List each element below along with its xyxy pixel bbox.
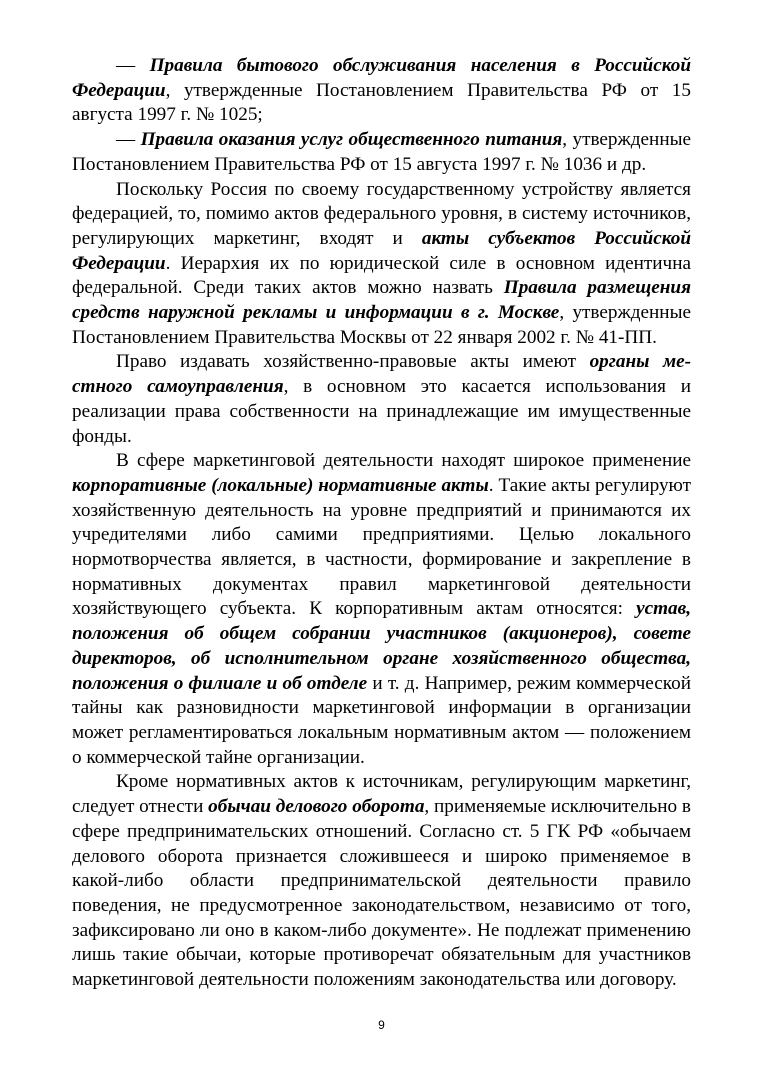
paragraph-text: и т. д. Например, режим коммерческой тайны как разновидности маркетинговой информации в организации может регламентироваться локальным нормативным актом — положением о коммерческой тайне организации. [72,672,691,768]
paragraph-text: Право издавать хозяйственно-правовые акты имеют [116,351,590,373]
paragraph-text: , утвержденные Постановлением Правительства Москвы от 22 января 2002 г. № 41-ПП. [72,302,691,348]
paragraph-local-government [72,350,691,449]
emphasized-term: органы местного самоуправления [72,351,691,398]
paragraph-corporate-acts [72,449,691,770]
emphasized-term: устав, положения об общем собрании участников (акционеров), совете директоров, об исполнительном органе хозяйственного общества, положения о филиале и об отделе [72,598,691,694]
emphasized-term: обычаи делового оборота [208,796,425,818]
list-dash: — [116,129,141,151]
emphasized-term: акты субъектов Российской Федерации [72,227,691,274]
paragraph-rules-household-services [72,54,691,128]
page-number: 9 [378,1018,385,1032]
emphasized-term: Правила оказания услуг общественного питания [140,129,563,151]
paragraph-text: , утвержденные Постановлением Правительства РФ от 15 августа 1997 г. № 1025; [72,79,691,126]
paragraph-business-customs [72,770,691,992]
paragraph-text: В сфере маркетинговой деятельности находят широкое применение [116,450,691,472]
list-dash: — [116,55,150,76]
paragraph-text: , применяемые исключительно в сфере предпринимательских отношений. Согласно ст. 5 ГК РФ «обычаем делового оборота признается сложившееся и широко применяемое в какой-либо области предпринимательской деятельности правило поведения, не предусмотренное законодательством, независимо от того, зафиксировано ли оно в каком-либо документе». Не подлежат применению лишь такие обычаи, которые противоречат обязательным для участников маркетинговой деятельности положениям законодательства или договору. [72,796,691,991]
emphasized-term: Правила бытового обслуживания населения в Российской Федерации [72,55,692,101]
paragraph-text: , утвержденные Постановлением Правительства РФ от 15 августа 1997 г. № 1036 и др. [72,129,691,175]
paragraph-text: . Такие акты регулируют хозяйственную деятельность на уровне предприятий и принимаются их учредителями либо самими предприятиями. Целью локального нормотворчества является, в частности, формирование и закрепление в нормативных документах правил маркетинговой деятельности хозяйствующего субъекта. К корпоративным актам относятся: [72,474,691,620]
paragraph-federation-subject-acts [72,178,691,351]
emphasized-term: корпоративные (локальные) нормативные акты [72,474,489,496]
paragraph-text: Поскольку Россия по своему государственному устройству является федерацией, то, помимо актов федерального уровня, в систему источников, регулирующих маркетинг, входят и [72,178,691,249]
paragraph-rules-catering-services [72,128,691,177]
paragraph-text: , в основном это касается использования и реализации права собственности на принадлежащие им имущественные фонды. [72,376,691,447]
body-text [72,54,691,993]
emphasized-term: Правила размещения средств наружной рекламы и информации в г. Москве [72,277,691,324]
paragraph-text: Кроме нормативных актов к источникам, регулирующим маркетинг, следует отнести [72,771,691,818]
paragraph-text: . Иерархия их по юридической силе в основном идентична федеральной. Среди таких актов можно назвать [72,252,691,299]
